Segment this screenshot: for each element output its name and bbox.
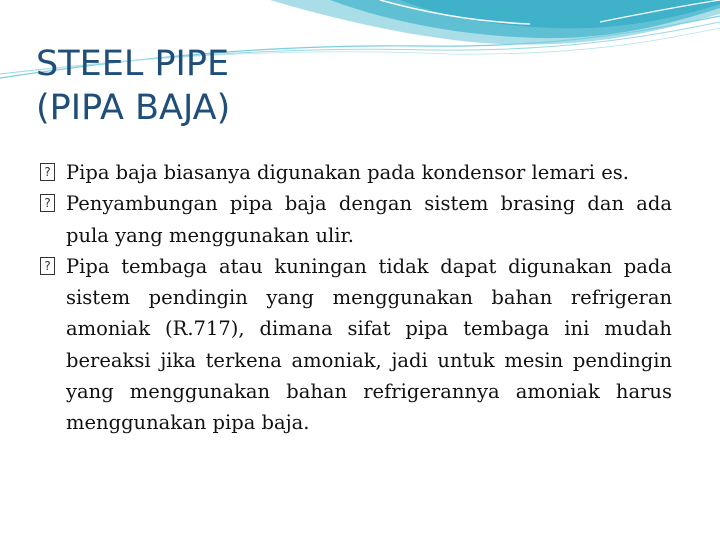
slide-title: STEEL PIPE (PIPA BAJA) [36,44,231,128]
bullet-icon: ? [40,257,55,275]
bullet-item [40,157,672,188]
bullet-list [40,157,672,439]
bullet-icon: ? [40,194,55,212]
bullet-text: Pipa tembaga atau kuningan tidak dapat digunakan pada sistem pendingin yang menggunakan bahan refrigeran amoniak (R.717), dimana sifat pipa tembaga ini mudah bereaksi jika terkena amoniak, jadi untuk mesin pendingin yang menggunakan bahan refrigerannya amoniak harus menggunakan pipa baja. [66,254,672,435]
bullet-icon: ? [40,163,55,181]
bullet-text: Penyambungan pipa baja dengan sistem brasing dan ada pula yang menggunakan ulir. [66,192,672,247]
bullet-item [40,188,672,251]
bullet-item [40,251,672,439]
bullet-text: Pipa baja biasanya digunakan pada kondensor lemari es. [66,161,629,184]
